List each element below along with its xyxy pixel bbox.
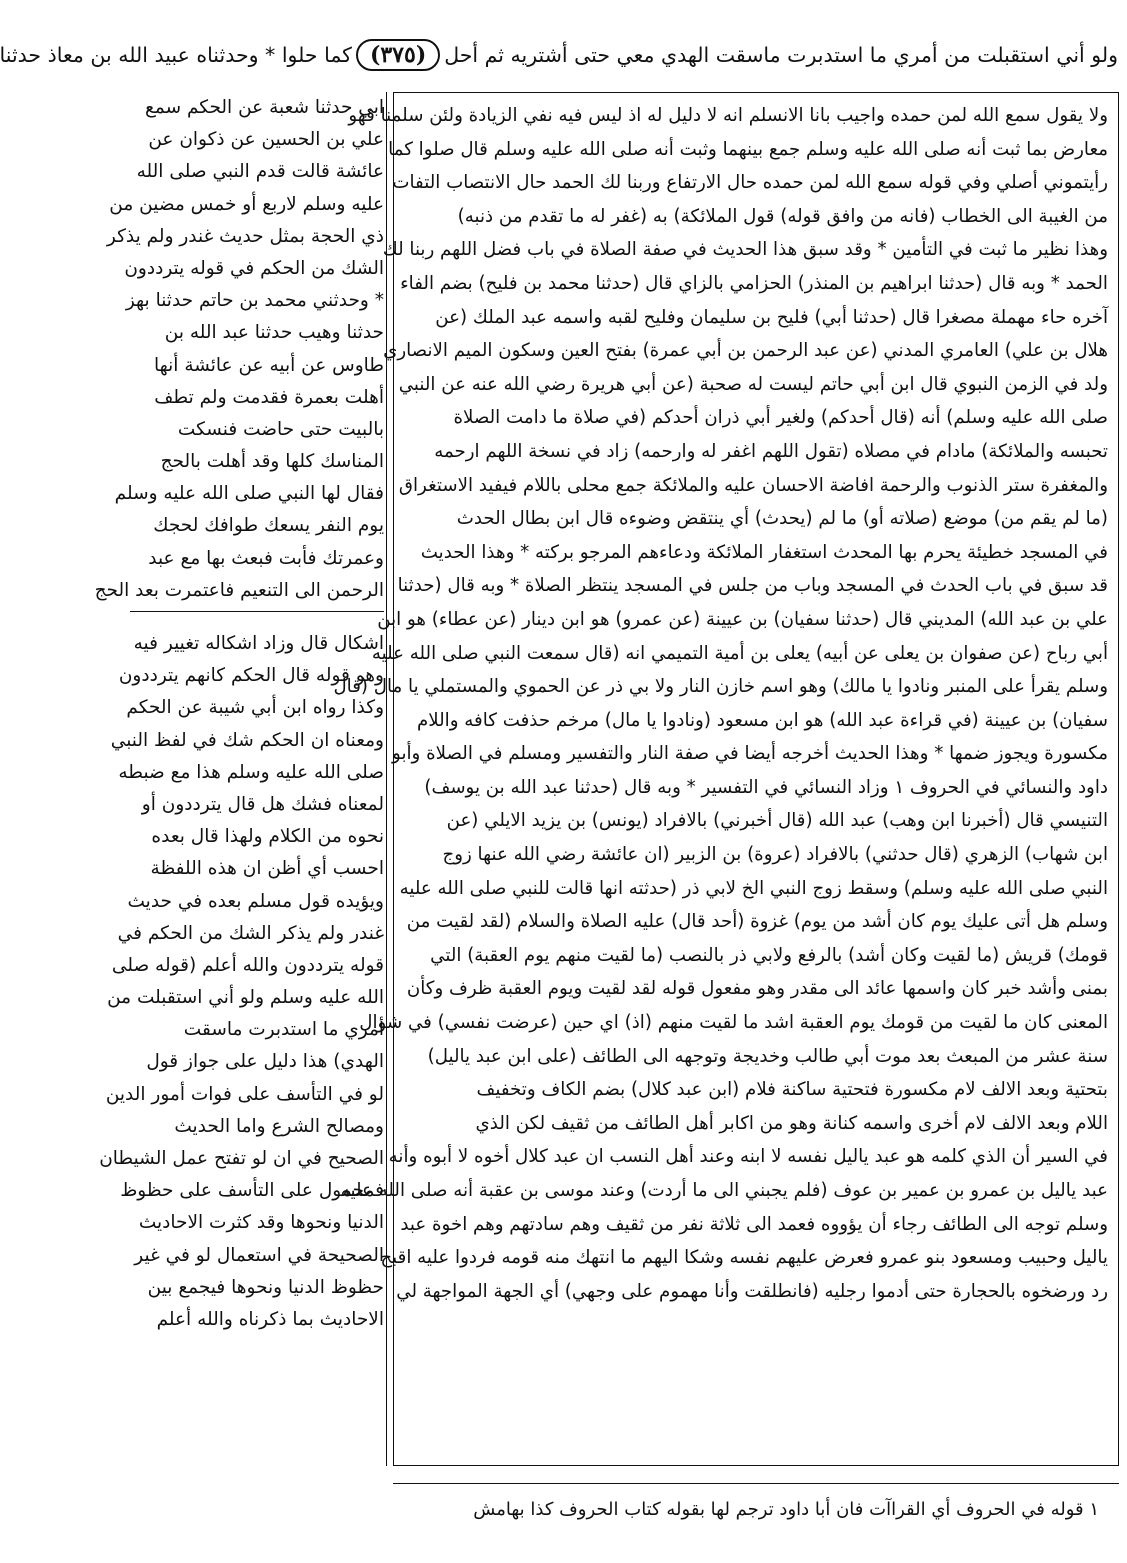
side-text-line: أمري ما استدبرت ماسقت bbox=[183, 1019, 384, 1041]
main-text-line: الحمد * وبه قال (حدثنا ابراهيم بن المنذر) الحزامي بالزاي قال (حدثنا محمد بن فليح) بضم الفاء bbox=[400, 272, 1108, 294]
side-text-line: حدثنا وهيب حدثنا عبد الله بن bbox=[164, 322, 384, 344]
side-divider bbox=[130, 611, 384, 626]
main-text-line: صلى الله عليه وسلم) أنه (قال أحدكم) ولغير أبي ذران أحدكم (في صلاة ما دامت الصلاة bbox=[453, 407, 1108, 429]
main-text-line: وسلم هل أتى عليك يوم كان أشد من يوم) غزوة (أحد قال) عليه الصلاة والسلام (لقد لقيت من bbox=[406, 911, 1108, 933]
page-number: (٣٧٥) bbox=[356, 39, 440, 71]
main-text-line: بتحتية وبعد الالف لام مكسورة فتحتية ساكنة فلام (ابن عبد كلال) بضم الكاف وتخفيف bbox=[476, 1079, 1108, 1101]
main-text-line: المعنى كان ما لقيت من قومك يوم العقبة اشد ما لقيت منهم (اذ) اي حين (عرضت نفسي) في شوال bbox=[359, 1012, 1108, 1034]
main-text-line: رد ورضخوه بالحجارة حتى أدموا رجليه (فانطلقت وأنا مهموم على وجهي) أي الجهة المواجهة لي bbox=[396, 1280, 1108, 1302]
main-text-line: عبد ياليل بن عمرو بن عمير بن عوف (فلم يجبني الى ما أردت) وعند موسى بن عقبة أنه صلى الله عليه bbox=[340, 1180, 1108, 1201]
side-text-line: يوم النفر يسعك طوافك لحجك bbox=[153, 515, 384, 537]
main-text-line: ابن شهاب) الزهري (قال حدثني) بالافراد (عروة) بن الزبير (ان عائشة رضي الله عنها زوج bbox=[442, 844, 1108, 866]
side-text-line: ومعناه ان الحكم شك في لفظ النبي bbox=[110, 729, 384, 751]
main-text-line: التنيسي قال (أخبرنا ابن وهب) عبد الله (قال أخبرني) بالافراد (يونس) بن يزيد الايلي (عن bbox=[446, 810, 1108, 832]
main-text-line: قد سبق في باب الحدث في المسجد وباب من جلس في المسجد ينتظر الصلاة * وبه قال (حدثنا bbox=[397, 575, 1108, 597]
side-text-line: أهلت بعمرة فقدمت ولم تطف bbox=[154, 386, 384, 408]
side-text-line: فقال لها النبي صلى الله عليه وسلم bbox=[114, 483, 384, 505]
side-text-line: لو في التأسف على فوات أمور الدين bbox=[105, 1083, 384, 1105]
side-text-line: ومصالح الشرع واما الحديث bbox=[174, 1115, 384, 1137]
main-text-line: في السير أن الذي كلمه هو عبد ياليل نفسه لا ابنه وعند أهل النسب ان عبد كلال أخوه لا أبوه وأنه bbox=[388, 1146, 1108, 1168]
side-text-line: قوله يترددون والله أعلم (قوله صلى bbox=[111, 954, 384, 976]
side-text-line: الهدي) هذا دليل على جواز قول bbox=[146, 1051, 384, 1073]
side-hadith-text bbox=[94, 92, 384, 607]
main-text-line: أبي رباح (عن صفوان بن يعلى عن أبيه) يعلى بن أمية التميمي انه (قال سمعت النبي صلى الله عليه bbox=[371, 642, 1108, 664]
main-text-line: سفيان) بن عيينة (في قراءة عبد الله) هو ابن مسعود (ونادوا يا مال) مرخم حذفت كافه واللام bbox=[417, 709, 1108, 731]
side-text-line: الصحيحة في استعمال لو في غير bbox=[134, 1244, 384, 1266]
main-text-line: من الغيبة الى الخطاب (فانه من وافق قوله) قول الملائكة) به (غفر له ما تقدم من ذنبه) bbox=[457, 205, 1108, 227]
main-text-line: ولد في الزمن النبوي قال ابن أبي حاتم ليست له صحبة (عن أبي هريرة رضي الله عنه عن النبي bbox=[398, 373, 1108, 395]
side-commentary-text bbox=[99, 628, 384, 1336]
main-text-line: بمنى وأشد خبر كان واسمها عائد الى مقدر وهو مفعول قوله لقد لقيت ويوم العقبة ظرف وكأن bbox=[406, 978, 1108, 1000]
main-text-line: معارض بما ثبت أنه صلى الله عليه وسلم جمع بينهما وثبت أنه صلى الله عليه وسلم قال صلوا كما bbox=[388, 138, 1108, 160]
side-text-line: ذي الحجة بمثل حديث غندر ولم يذكر bbox=[106, 225, 384, 247]
side-text-line: الصحيح في ان لو تفتح عمل الشيطان bbox=[99, 1148, 384, 1169]
main-text-line: تحبسه والملائكة) مادام في مصلاه (تقول اللهم اغفر له وارحمه) زاد في نسخة اللهم ارحمه bbox=[434, 440, 1108, 462]
side-margin-column bbox=[94, 92, 384, 1467]
main-text-line: النبي صلى الله عليه وسلم) وسقط زوج النبي الخ لابي ذر (حدثته انها قالت للنبي صلى الله عليه bbox=[399, 877, 1108, 899]
main-text-line: وهذا نظير ما ثبت في التأمين * وقد سبق هذا الحديث في صفة الصلاة في باب فضل اللهم ربنا لك bbox=[382, 239, 1108, 261]
side-text-line: طاوس عن أبيه عن عائشة أنها bbox=[153, 354, 384, 376]
side-text-line: فمحمول على التأسف على حظوظ bbox=[120, 1180, 384, 1202]
main-text-line: اللام وبعد الالف لام أخرى واسمه كنانة وهو من اكابر أهل الطائف من ثقيف لكن الذي bbox=[475, 1112, 1108, 1134]
main-text-line: ولا يقول سمع الله لمن حمده واجيب بانا الانسلم انه لا دليل له اذ ليس فيه نفي الزيادة ولئن سلمنا فهو bbox=[348, 105, 1108, 126]
main-text-line: ياليل وحبيب ومسعود بنو عمرو فعرض عليهم نفسه وشكا اليهم ما انتهك منه قومه فردوا عليه اقبح bbox=[380, 1247, 1108, 1269]
side-text-line: المناسك كلها وقد أهلت بالحج bbox=[160, 451, 384, 473]
side-text-line: * وحدثني محمد بن حاتم حدثنا بهز bbox=[125, 290, 384, 312]
side-text-line: الدنيا ونحوها وقد كثرت الاحاديث bbox=[138, 1212, 384, 1234]
side-text-line: احسب أي أظن ان هذه اللفظة bbox=[150, 858, 384, 880]
main-text-line: هلال بن علي) العامري المدني (عن عبد الرحمن بن أبي عمرة) بفتح العين وسكون الميم الانصاري bbox=[383, 340, 1108, 362]
side-text-line: الشك من الحكم في قوله يترددون bbox=[124, 257, 384, 279]
side-text-line: الله عليه وسلم ولو أني استقبلت من bbox=[107, 987, 384, 1009]
side-text-line: بالبيت حتى حاضت فنسكت bbox=[177, 418, 384, 440]
side-text-line: وكذا رواه ابن أبي شيبة عن الحكم bbox=[126, 697, 384, 719]
main-text-line: والمغفرة ستر الذنوب والرحمة افاضة الاحسان عليه والملائكة جمع محلى باللام فيفيد الاستغراق bbox=[398, 474, 1108, 496]
side-text-line: حظوظ الدنيا ونحوها فيجمع بين bbox=[147, 1276, 384, 1298]
side-text-line: ابي حدثنا شعبة عن الحكم سمع bbox=[145, 97, 384, 118]
side-text-line: لمعناه فشك هل قال يترددون أو bbox=[141, 793, 384, 815]
main-text-line: سنة عشر من المبعث بعد موت أبي طالب وخديجة وتوجهه الى الطائف (على ابن عبد ياليل) bbox=[427, 1045, 1108, 1067]
main-text-line: مكسورة ويجوز ضمها * وهذا الحديث أخرجه أيضا في صفة النار والتفسير ومسلم في الصلاة وأبو bbox=[392, 743, 1108, 765]
side-text-line: صلى الله عليه وسلم هذا مع ضبطه bbox=[118, 761, 384, 783]
side-text-line: نحوه من الكلام ولهذا قال بعده bbox=[151, 826, 384, 848]
main-text-line: وسلم يقرأ على المنبر ونادوا يا مالك) وهو اسم خازن النار ولا بي ذر عن الحموي والمستملي يا مال (قال bbox=[333, 676, 1108, 698]
header-left-text: كما حلوا * وحدثناه عبيد الله بن معاذ حدثنا bbox=[0, 42, 352, 67]
side-text-line: ويؤيده قول مسلم بعده في حديث bbox=[127, 890, 384, 912]
footnote: ١ قوله في الحروف أي القراآت فان أبا داود ترجم لها بقوله كتاب الحروف كذا بهامش bbox=[473, 1499, 1099, 1520]
main-text-line: رأيتموني أصلي وفي قوله سمع الله لمن حمده حال الارتفاع وربنا لك الحمد حال الانتصاب التفات bbox=[392, 172, 1108, 194]
side-text-line: وعمرتك فأبت فبعث بها مع عبد bbox=[148, 547, 384, 569]
side-text-line: علي بن الحسين عن ذكوان عن bbox=[148, 129, 384, 151]
main-text-line: (ما لم يقم من) موضع (صلاته أو) ما لم (يحدث) أي ينتقض وضوءه قال ابن بطال الحدث bbox=[456, 508, 1108, 530]
side-text-line: غندر ولم يذكر الشك من الحكم في bbox=[117, 922, 384, 944]
main-text-line: وسلم توجه الى الطائف رجاء أن يؤووه فعمد الى ثلاثة نفر من ثقيف وهم سادتهم وهم اخوة عبد bbox=[400, 1213, 1108, 1235]
side-text-line: اشكال قال وزاد اشكاله تغيير فيه bbox=[133, 633, 384, 654]
side-text-line: الرحمن الى التنعيم فاعتمرت بعد الحج bbox=[94, 579, 384, 601]
main-text-line: داود والنسائي في الحروف ١ وزاد النسائي في التفسير * وبه قال (حدثنا عبد الله بن يوسف) bbox=[424, 776, 1108, 798]
page-header bbox=[0, 30, 1118, 80]
main-text-line: في المسجد خطيئة يحرم بها المحدث استغفار الملائكة ودعاءهم المرجو بركته * وهذا الحديث bbox=[420, 541, 1108, 563]
header-right-text: ولو أني استقبلت من أمري ما استدبرت ماسقت الهدي معي حتى أشتريه ثم أحل bbox=[444, 42, 1118, 67]
footnote-divider bbox=[393, 1483, 1119, 1484]
side-text-line: الاحاديث بما ذكرناه والله أعلم bbox=[156, 1308, 384, 1330]
side-text-line: عائشة قالت قدم النبي صلى الله bbox=[136, 161, 384, 183]
main-commentary-box bbox=[333, 92, 1119, 1466]
side-text-line: وهو قوله قال الحكم كانهم يترددون bbox=[118, 665, 384, 687]
main-text-line: قومك) قريش (ما لقيت وكان أشد) بالرفع ولابي ذر بالنصب (ما لقيت منهم يوم العقبة) التي bbox=[430, 944, 1108, 966]
main-text-line: علي بن عبد الله) المديني قال (حدثنا سفيان) بن عيينة (عن عمرو) هو ابن دينار (عن عطاء) هو ابن bbox=[377, 608, 1108, 630]
main-text-line: آخره حاء مهملة مصغرا قال (حدثنا أبي) فليح بن سليمان وفليح لقبه واسمه عبد الملك (عن bbox=[435, 306, 1108, 328]
side-text-line: عليه وسلم لاربع أو خمس مضين من bbox=[109, 193, 384, 215]
